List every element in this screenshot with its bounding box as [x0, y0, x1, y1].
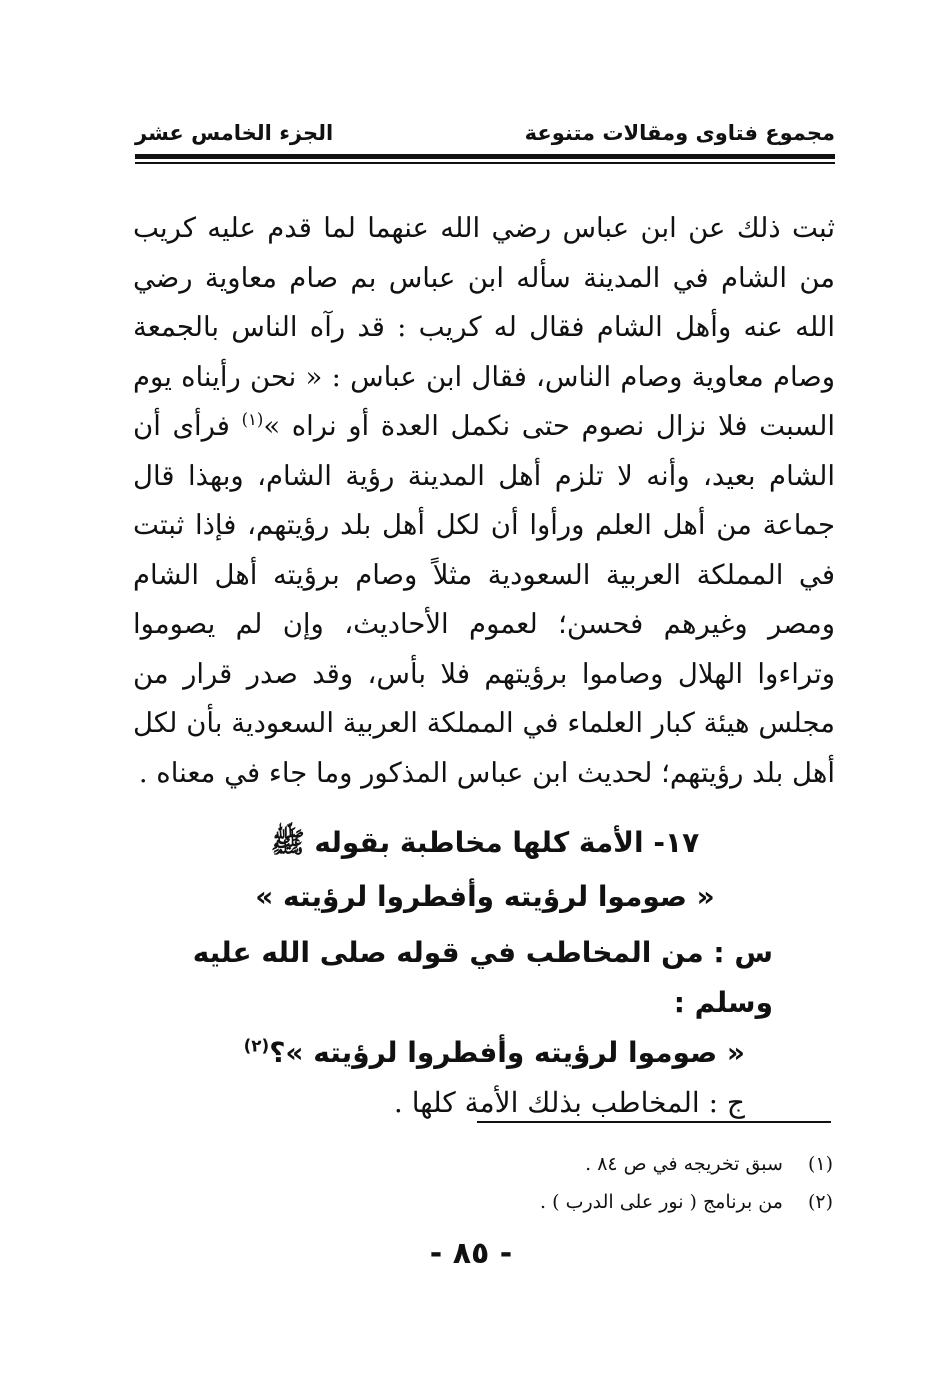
footnote-separator	[477, 1121, 831, 1123]
question-text: « صوموا لرؤيته وأفطروا لرؤيته »؟	[269, 1036, 745, 1069]
footnote-1-number: (١)	[807, 1153, 833, 1175]
running-header	[135, 118, 835, 148]
question-line2	[133, 1028, 773, 1078]
header-rule-thick	[135, 154, 835, 159]
page-number: - ٨٥ -	[429, 1236, 513, 1271]
footnote-2-text: من برنامج ( نور على الدرب ) .	[540, 1191, 783, 1213]
section-heading-line2: « صوموا لرؤيته وأفطروا لرؤيته »	[255, 880, 715, 913]
body-text-part2: فرأى أن الشام بعيد، وأنه لا تلزم أهل المدينة رؤية الشام، وبهذا قال جماعة من أهل العلم ورأوا أن لكل أهل بلد رؤيتهم، فإذا ثبتت في المملكة العربية السعودية مثلاً وصام برؤيته أهل الشام ومصر وغيرهم فحسن؛ لعموم الأحاديث، وإن لم يصوموا وتراءوا الهلال وصاموا برؤيتهم فلا بأس، وقد صدر قرار من مجلس هيئة كبار العلماء في المملكة العربية السعودية بأن لكل أهل بلد رؤيتهم؛ لحديث ابن عباس المذكور وما جاء في معناه .	[133, 410, 835, 789]
body-text-part1: ثبت ذلك عن ابن عباس رضي الله عنهما لما قدم عليه كريب من الشام في المدينة سأله ابن عباس بم صام معاوية رضي الله عنه وأهل الشام فقال له كريب : قد رآه الناس بالجمعة وصام معاوية وصام الناس، فقال ابن عباس : « نحن رأيناه يوم السبت فلا نزال نصوم حتى نكمل العدة أو نراه »	[133, 212, 835, 442]
answer-line: ج : المخاطب بذلك الأمة كلها .	[393, 1086, 745, 1119]
header-rule-thin	[135, 162, 835, 164]
footnote-ref-2: (٢)	[243, 1035, 270, 1056]
footnote-2-number: (٢)	[807, 1191, 833, 1213]
question-line1: س : من المخاطب في قوله صلى الله عليه وسلم :	[192, 936, 773, 1019]
body-paragraph	[133, 204, 835, 798]
footnotes	[135, 1145, 833, 1221]
footnote-1-text: سبق تخريجه في ص ٨٤ .	[585, 1153, 783, 1175]
section-heading-line1: ١٧- الأمة كلها مخاطبة بقوله ﷺ	[270, 826, 700, 859]
section-heading	[135, 816, 835, 924]
question-answer	[133, 928, 773, 1128]
footnote-1	[135, 1145, 833, 1183]
footnote-2	[135, 1183, 833, 1221]
footnote-ref-1: (١)	[241, 409, 264, 429]
header-book-title: مجموع فتاوى ومقالات متنوعة	[524, 121, 835, 145]
header-volume: الجزء الخامس عشر	[135, 121, 334, 145]
